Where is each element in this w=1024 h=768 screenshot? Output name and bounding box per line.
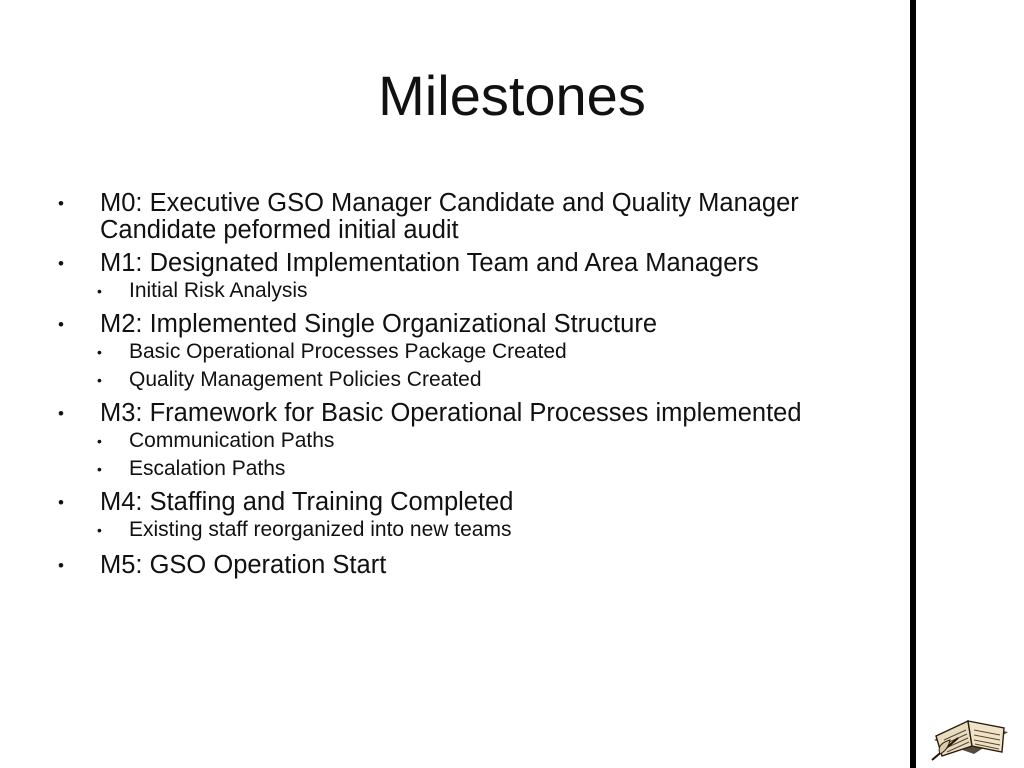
sub-item-staff-reorganized	[58, 516, 888, 544]
bullet-dot: •	[58, 404, 64, 423]
list-item-text: M4: Staffing and Training Completed	[100, 488, 514, 516]
vertical-divider	[910, 0, 916, 768]
sub-item-escalation-paths	[58, 455, 888, 483]
bullet-dot: •	[97, 433, 102, 449]
list-item-text: Communication Paths	[129, 429, 335, 452]
milestone-list	[58, 190, 888, 579]
sub-item-communication-paths	[58, 427, 888, 455]
list-item-text: Basic Operational Processes Package Created	[129, 340, 567, 363]
list-item-m4	[58, 489, 888, 516]
bullet-dot: •	[58, 254, 64, 273]
list-item-text: Quality Management Policies Created	[129, 368, 482, 391]
bullet-dot: •	[58, 194, 64, 213]
bullet-dot: •	[58, 493, 64, 512]
sub-item-risk-analysis	[58, 277, 888, 305]
bullet-dot: •	[97, 372, 102, 388]
bullet-dot: •	[97, 522, 102, 538]
list-item-text: M2: Implemented Single Organizational Structure	[100, 310, 658, 338]
list-item-m1	[58, 250, 888, 277]
list-item-text: M3: Framework for Basic Operational Processes implemented	[100, 399, 802, 427]
list-item-m2	[58, 311, 888, 338]
list-item-text: M5: GSO Operation Start	[100, 551, 387, 579]
bullet-dot: •	[97, 461, 102, 477]
bullet-dot: •	[97, 344, 102, 360]
slide-title: Milestones	[378, 64, 646, 127]
bullet-dot: •	[58, 315, 64, 334]
sub-item-processes-package	[58, 338, 888, 366]
sub-item-quality-policies	[58, 366, 888, 394]
list-item-text: M0: Executive GSO Manager Candidate and Quality Manager Candidate peformed initial audit	[100, 189, 799, 244]
list-item-text: M1: Designated Implementation Team and Area Managers	[100, 249, 759, 277]
list-item-m3	[58, 400, 888, 427]
list-item-text: Escalation Paths	[129, 457, 286, 480]
bullet-dot: •	[58, 556, 64, 575]
list-item-m0	[58, 190, 888, 244]
bullet-dot: •	[97, 283, 102, 299]
list-item-text: Existing staff reorganized into new teams	[129, 518, 512, 541]
open-book-with-quill-icon	[928, 710, 1012, 762]
list-item-m5	[58, 552, 888, 579]
list-item-text: Initial Risk Analysis	[129, 279, 308, 302]
